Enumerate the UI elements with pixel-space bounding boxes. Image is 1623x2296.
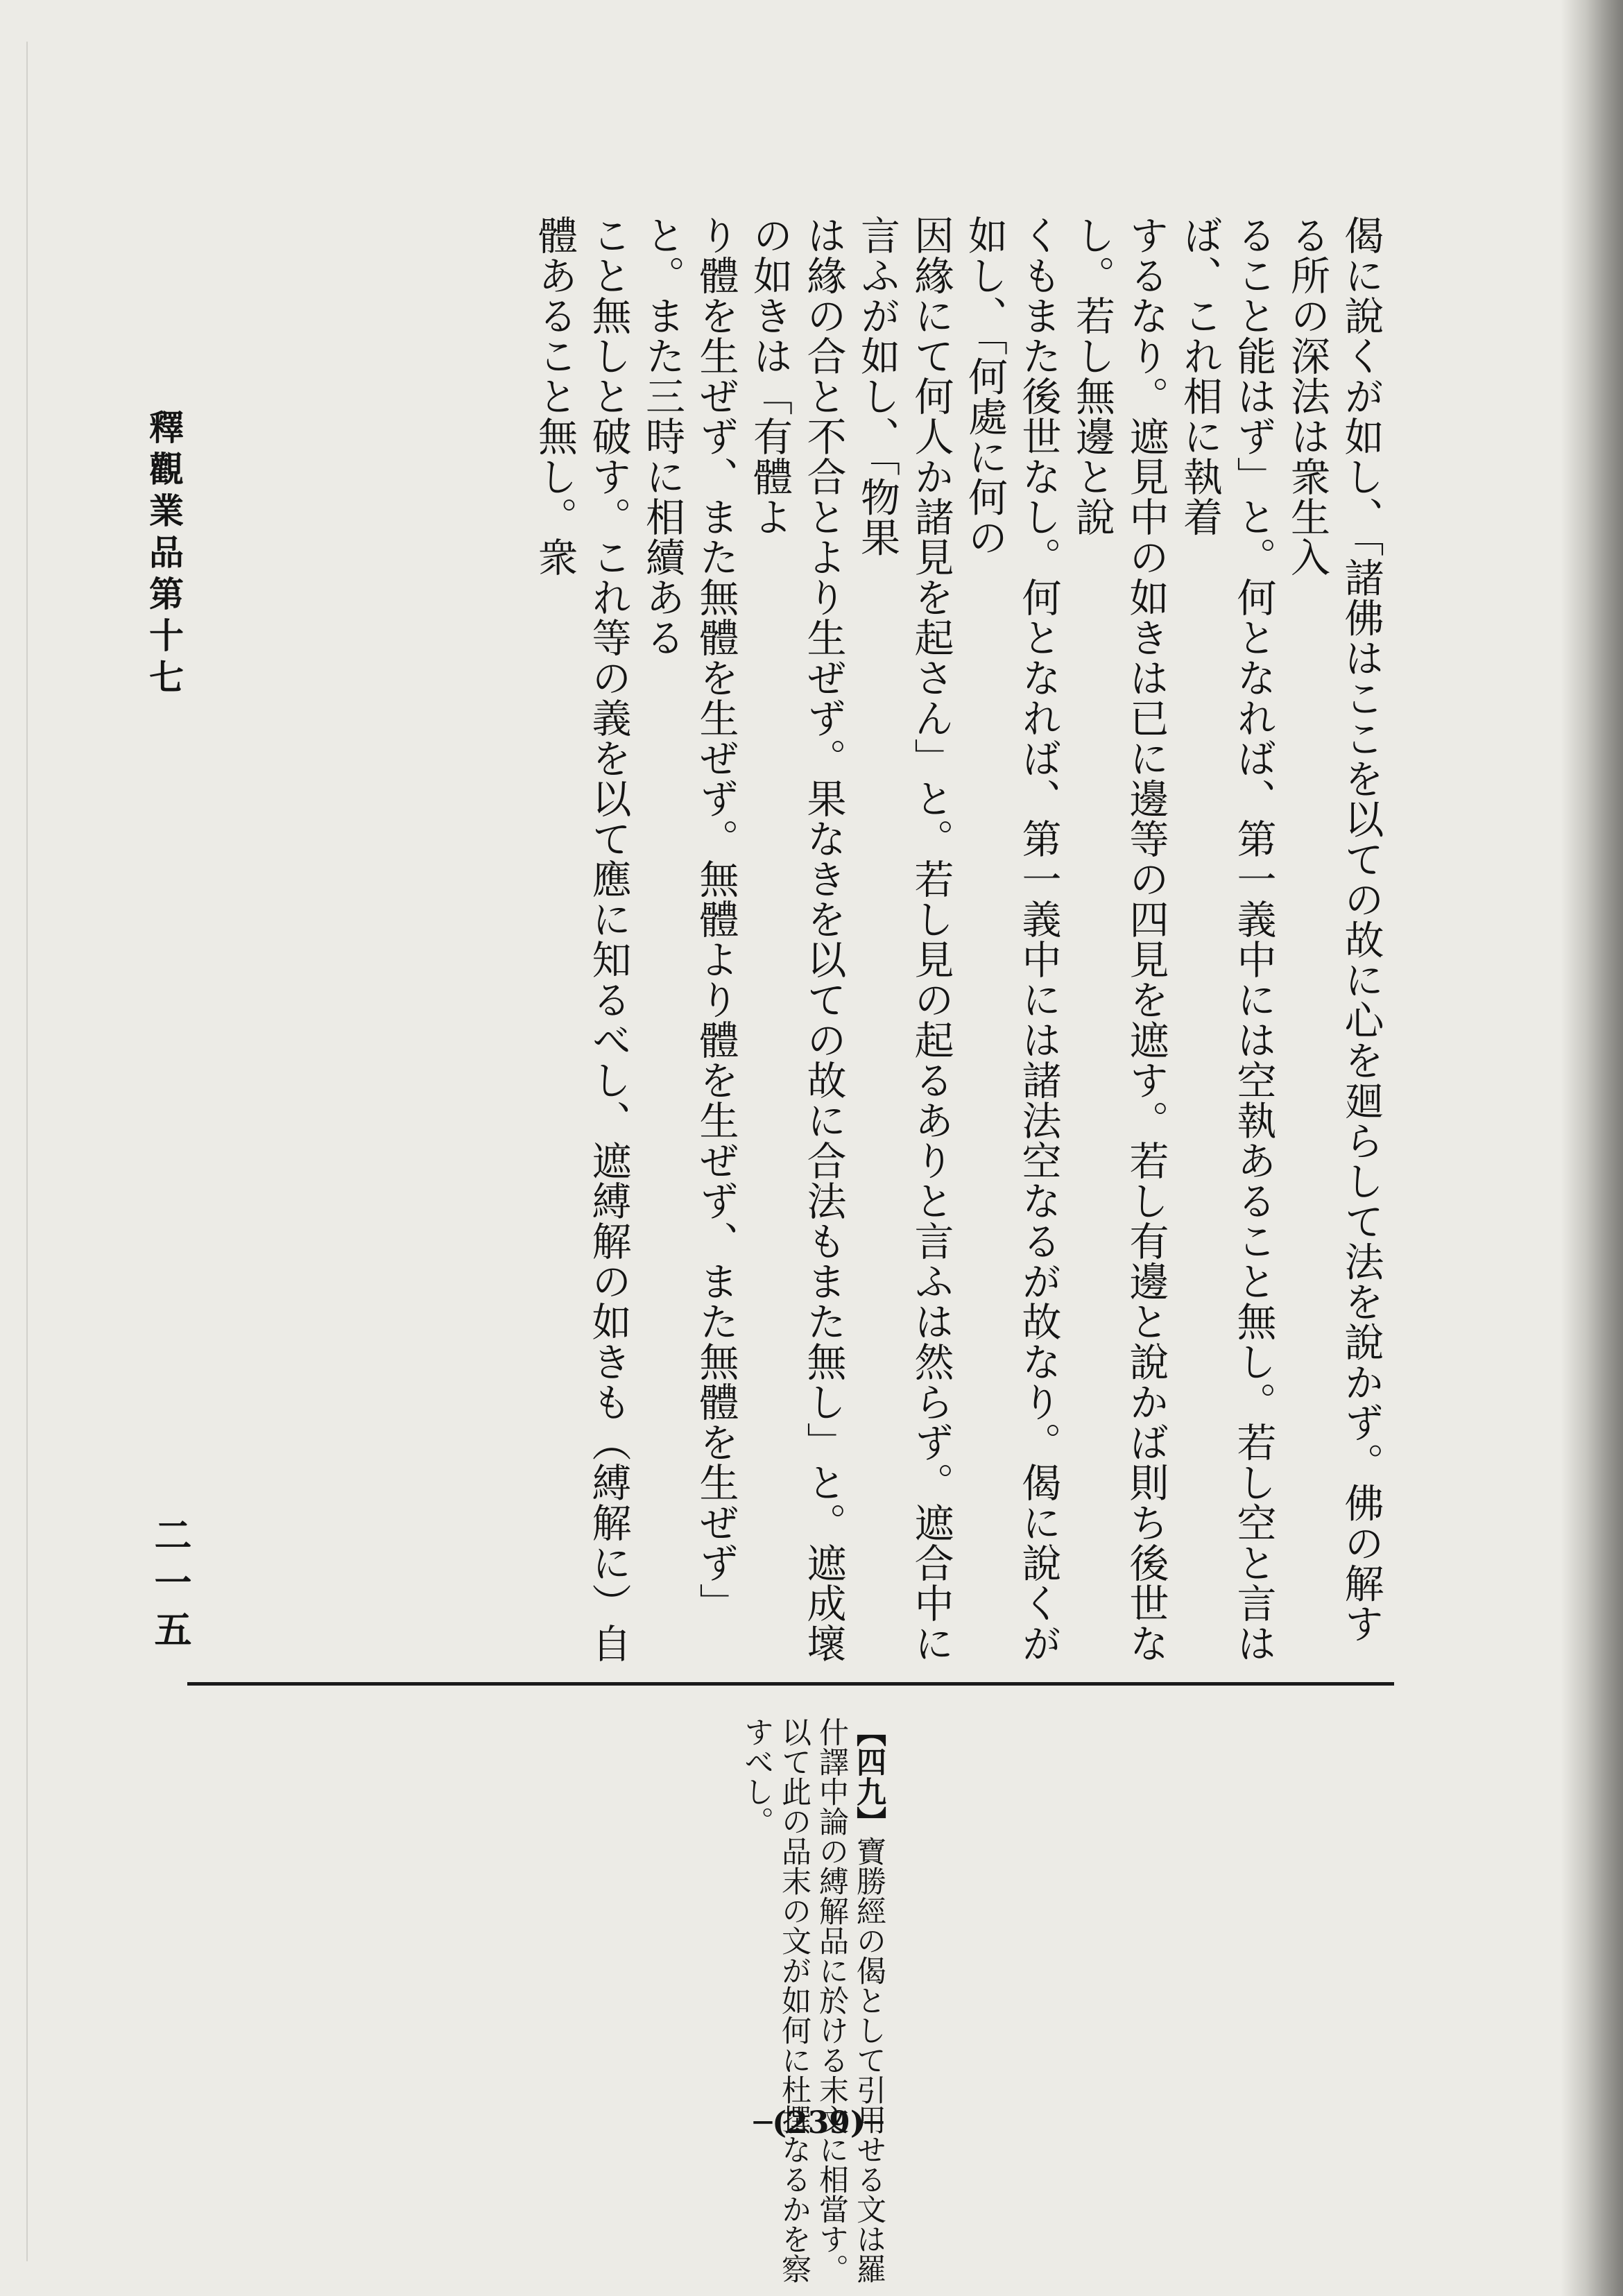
footnote [701, 1717, 888, 2286]
body-line: 偈に說くが如し、「諸佛はここを以ての故に心を廻らして法を說かず。佛の解する所の深法は衆生入 [1284, 215, 1384, 1644]
section-title: 釋觀業品第十七 [144, 409, 184, 701]
footnote-divider [187, 1682, 1394, 1686]
body-line: 因緣にて何人か諸見を起さん」と。若し見の起るありと言ふは然らず。遮合中に言ふが如し、「物果 [854, 215, 954, 1663]
footnote-text: 寶勝經の偈として引用せる文は羅什譯中論の縛解品に於ける末文に相當す。以て此の品末の文が如何に杜撰なるかを察すべし。 [739, 1717, 886, 2284]
book-spine-shadow [1561, 0, 1623, 2296]
body-line: するなり。遮見中の如きは已に邊等の四見を遮す。若し有邊と說かば則ち後世なし。若し無邊と說 [1069, 215, 1169, 1663]
main-body-text [527, 215, 1387, 1672]
page-edge-line [26, 42, 28, 2261]
body-line: り體を生ぜず、また無體を生ぜず。無體より體を生ぜず、また無體を生ぜず」と。また三時に相續ある [639, 215, 739, 1623]
body-line: こと無しと破す。これ等の義を以て應に知るべし、遮縛解の如きも（縛解に）自體あること無し。衆 [531, 215, 631, 1663]
footnote-mark: 【四九】 [852, 1717, 886, 1836]
body-line: ること能はず」と。何となれば、第一義中には空執あること無し。若し空と言はば、これ相に執着 [1176, 215, 1276, 1663]
page-number: ─(239)─ [753, 2105, 884, 2141]
body-line: は緣の合と不合とより生ぜず。果なきを以ての故に合法もまた無し」と。遮成壞の如きは「有體よ [746, 215, 846, 1663]
running-page-number: 二一五 [148, 1516, 193, 1657]
body-line: くもまた後世なし。何となれば、第一義中には諸法空なるが故なり。偈に說くが如し、「何處に何の [961, 215, 1061, 1663]
